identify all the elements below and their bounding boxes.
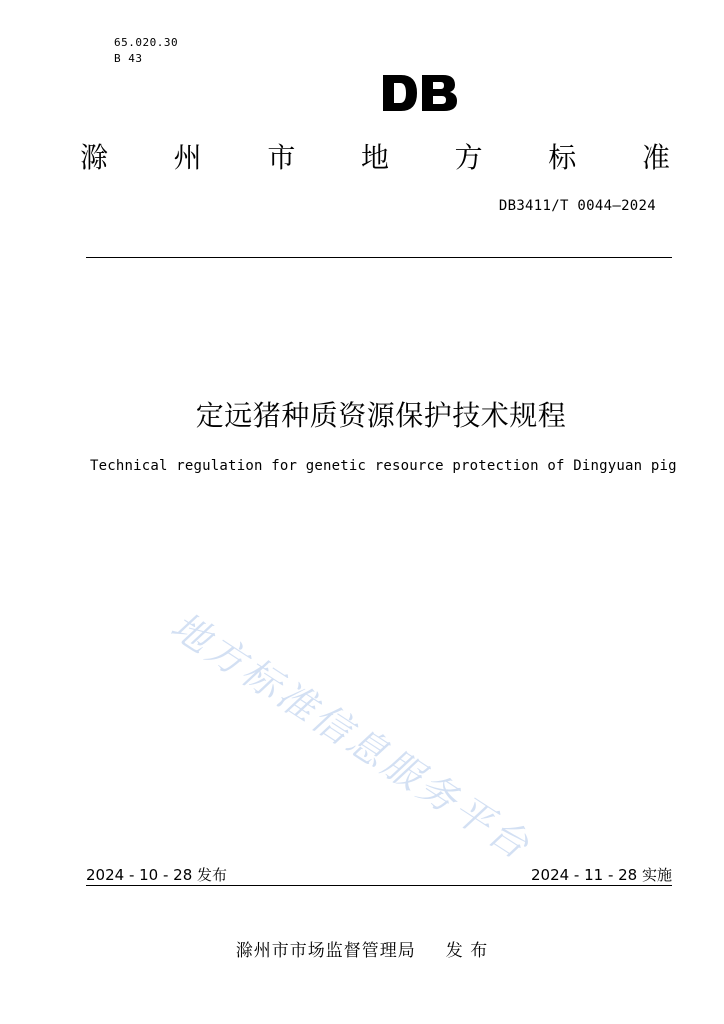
issue-action: 发 布: [445, 941, 489, 961]
issuer-line: [0, 936, 724, 961]
title-chinese: 定远猪种质资源保护技术规程: [195, 399, 567, 432]
standard-type-char: 地: [360, 141, 389, 174]
bottom-divider: [86, 885, 672, 886]
implementation-date: 2024 - 11 - 28 实施: [530, 866, 672, 884]
ics-code: 65.020.30: [114, 36, 179, 49]
classification-codes: [114, 35, 178, 67]
db-logo: [381, 72, 459, 114]
ccs-code: B 43: [114, 52, 143, 65]
issue-date: 2024 - 10 - 28 发布: [86, 866, 228, 884]
top-divider: [86, 257, 672, 258]
standard-number: DB3411/T 0044—2024: [498, 198, 656, 214]
standard-type: [80, 138, 670, 178]
standard-type-char: 准: [641, 141, 670, 174]
standard-type-char: 滁: [80, 141, 109, 174]
issuer-name: 滁州市市场监督管理局: [235, 941, 416, 961]
watermark: 地方标准信息服务平台: [163, 603, 540, 870]
standard-type-char: 州: [173, 141, 202, 174]
standard-type-char: 标: [548, 141, 577, 174]
standard-type-char: 市: [267, 141, 296, 174]
title-english: Technical regulation for genetic resource protection of Dingyuan pig: [90, 458, 677, 474]
standard-type-char: 方: [454, 141, 483, 174]
